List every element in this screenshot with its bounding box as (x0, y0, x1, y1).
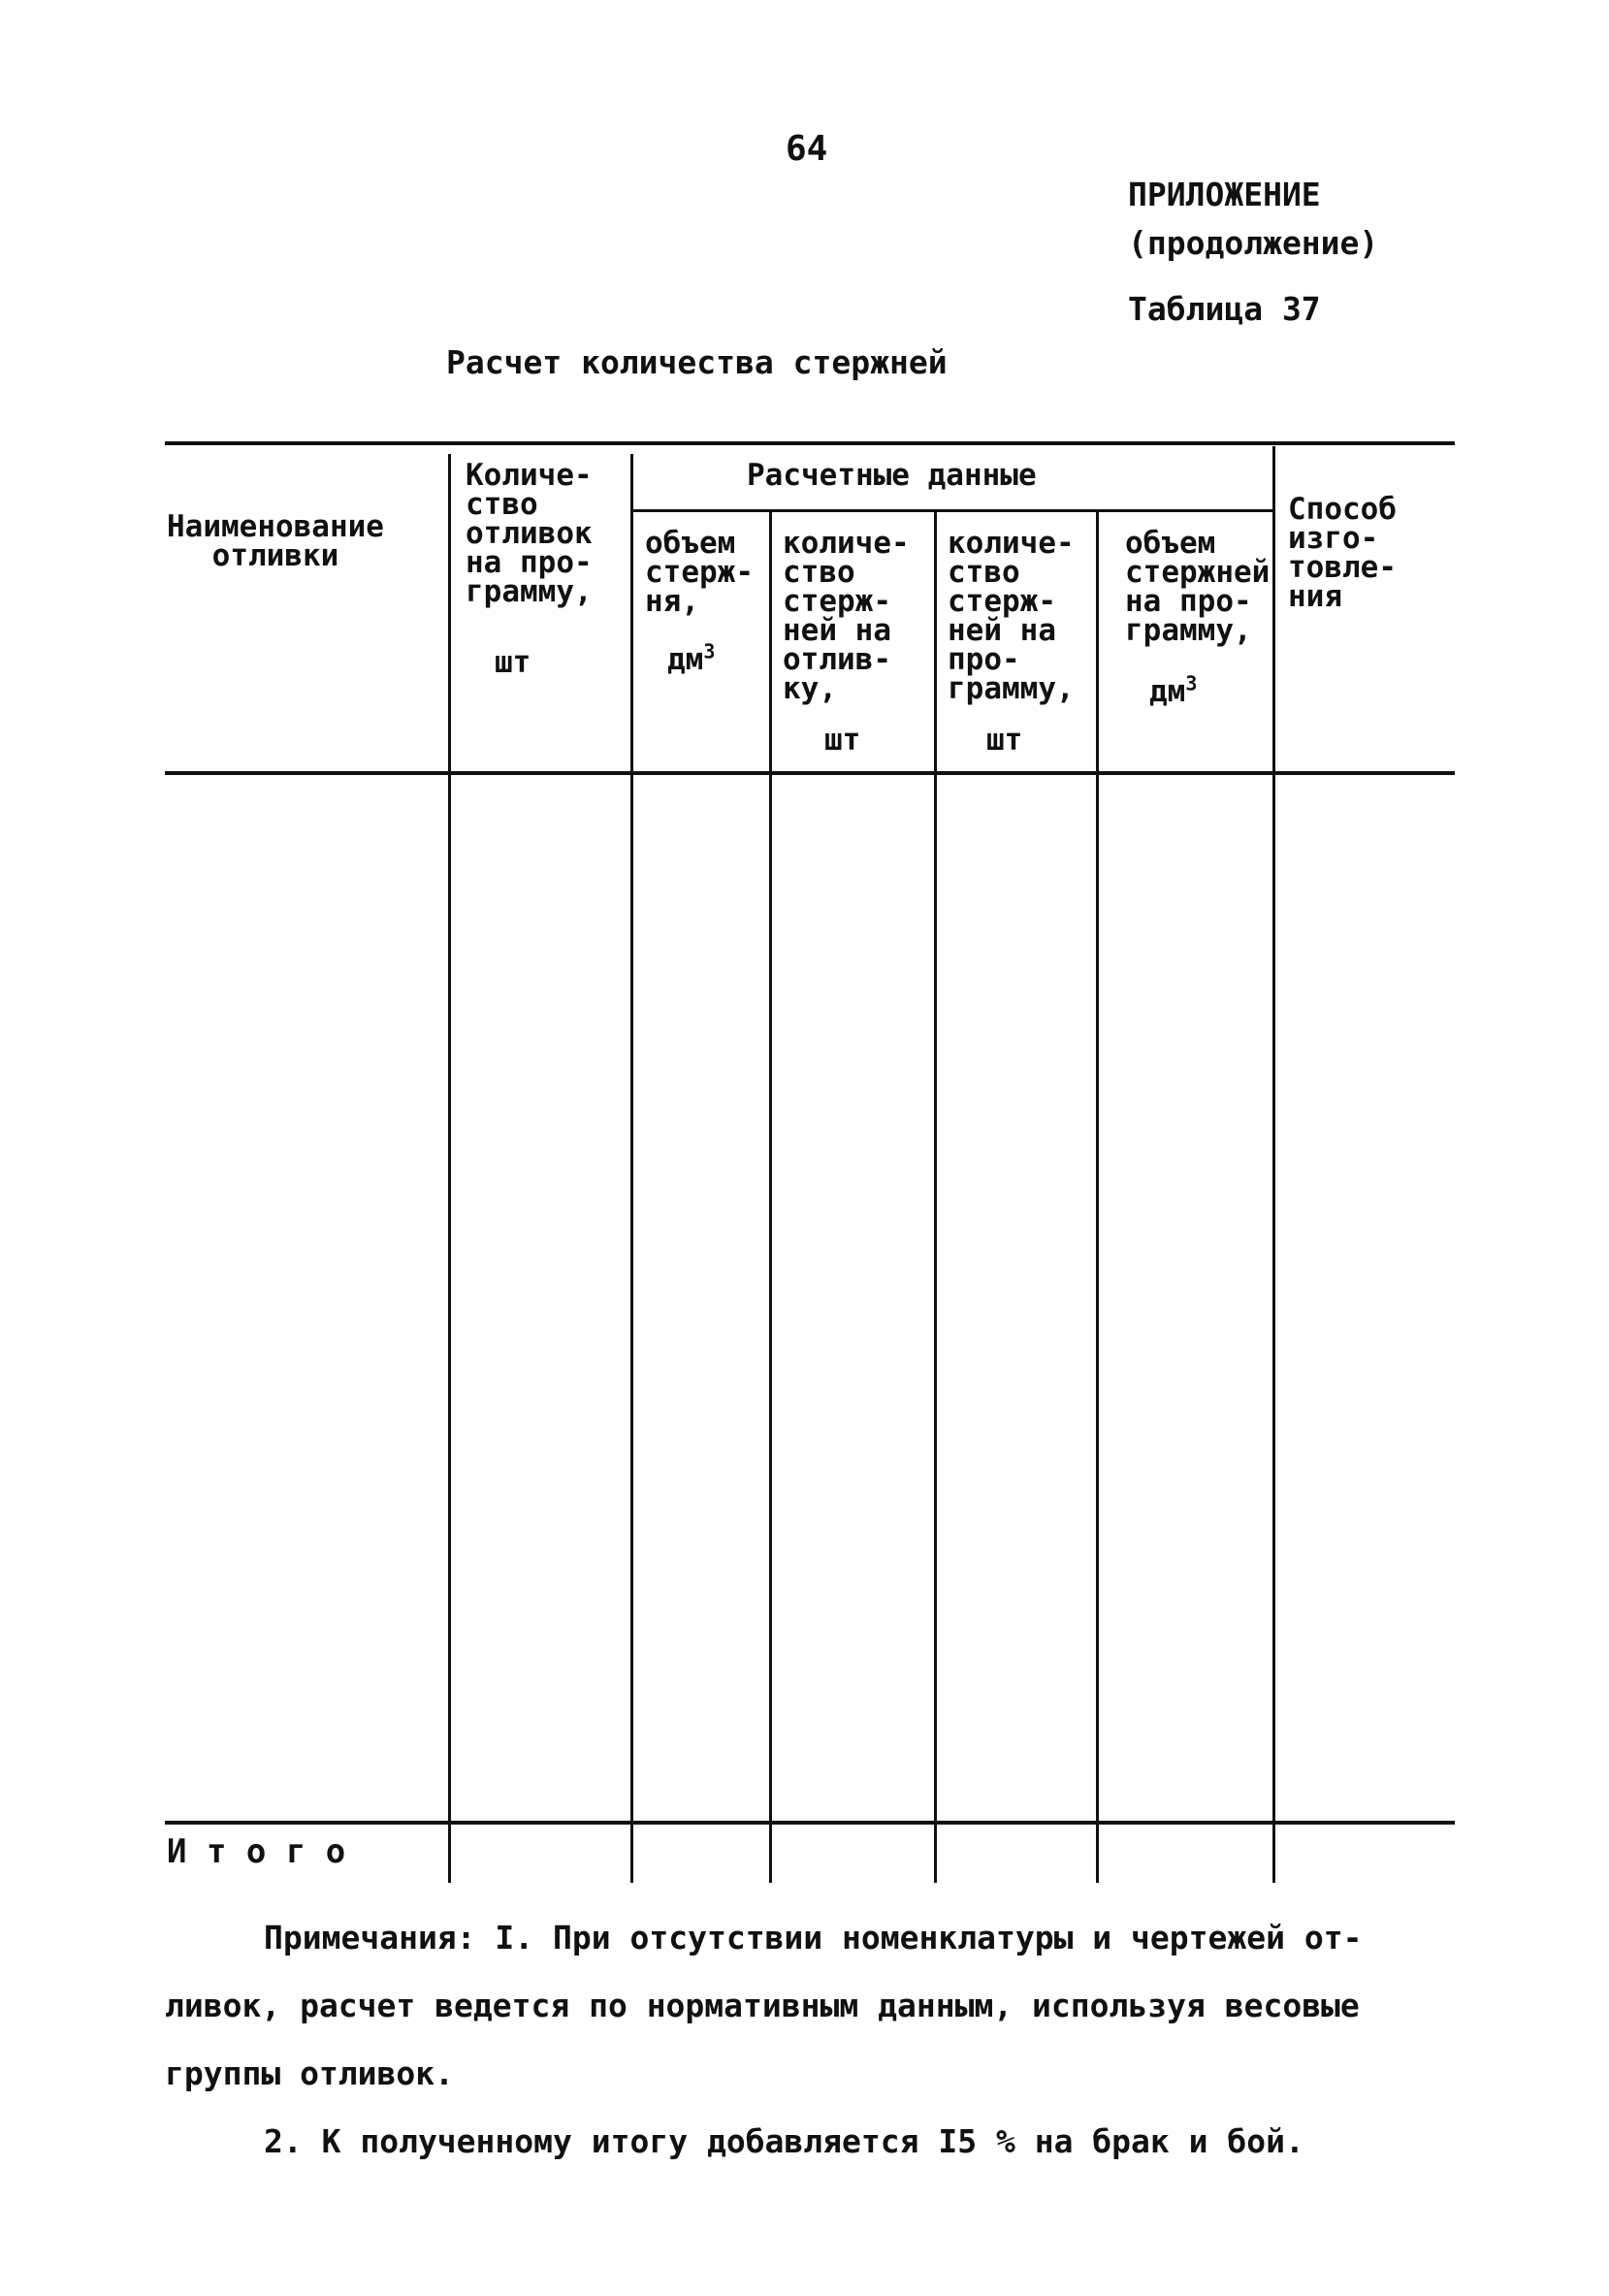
note-1-line-3: группы отливок. (165, 2054, 455, 2092)
note-2: 2. К полученному итогу добавляется I5 % на брак и бой. (264, 2122, 1304, 2160)
table-top-border (165, 441, 1455, 445)
header-core-volume: объем стерж- ня, (645, 526, 754, 619)
note-1-line-2: ливок, расчет ведется по нормативным данным, используя весовые (165, 1987, 1360, 2024)
total-label: И т о г о (167, 1832, 346, 1871)
header-calc-group: Расчетные данные (747, 458, 1037, 493)
header-castings-qty: Количе- ство отливок на про- грамму, (466, 458, 593, 609)
total-row-border (165, 1821, 1455, 1825)
col-divider-2 (630, 454, 633, 1883)
col-divider-3 (769, 509, 772, 1883)
header-bottom-border (165, 771, 1455, 775)
header-cores-per-program: количе- ство стерж- ней на про- грамму, (948, 526, 1075, 706)
header-method: Способ изго- товле- ния (1288, 492, 1397, 614)
col-divider-6 (1272, 446, 1275, 1883)
appendix-title: ПРИЛОЖЕНИЕ (1128, 176, 1321, 213)
header-cores-per-program-unit: шт (986, 723, 1023, 758)
header-cores-volume-program-unit: $дм^3$ (1149, 671, 1198, 709)
header-name: Наименование отливки (167, 509, 384, 573)
table-label: Таблица 37 (1128, 290, 1321, 328)
note-1-line-1: Примечания: I. При отсутствии номенклатуры и чертежей от- (264, 1919, 1363, 1956)
header-castings-unit: шт (495, 645, 531, 680)
col-divider-5 (1096, 509, 1099, 1883)
col-divider-1 (448, 454, 451, 1883)
header-cores-per-casting: количе- ство стерж- ней на отлив- ку, (783, 526, 910, 706)
group-header-divider (632, 509, 1272, 512)
header-cores-per-casting-unit: шт (824, 723, 861, 758)
table-title: Расчет количества стержней (446, 343, 948, 381)
page-number: 64 (786, 129, 828, 169)
appendix-subtitle: (продолжение) (1128, 224, 1379, 262)
header-cores-volume-program: объем стержней на про- грамму, (1125, 526, 1271, 648)
header-core-volume-unit: $дм^3$ (667, 639, 716, 677)
col-divider-4 (934, 509, 937, 1883)
